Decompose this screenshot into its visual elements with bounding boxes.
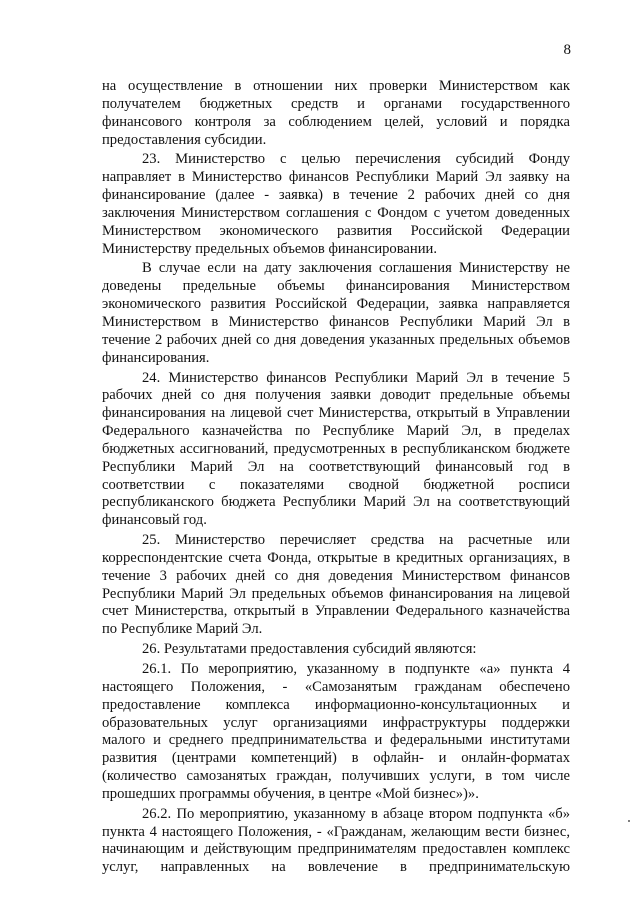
paragraph-26-1: 26.1. По мероприятию, указанному в подпункте «а» пункта 4 настоящего Положения, - «Самозанятым гражданам обеспечено предоставление комплекса информационно-консультационных и образовательных услуг организациями инфраструктуры поддержки малого и среднего предпринимательства и федеральными институтами развития (центрами компетенций) в офлайн- и онлайн-форматах (количество самозанятых граждан, получивших услуги, в том числе прошедших программы обучения, в центре «Мой бизнес»)». (102, 661, 570, 802)
paragraph-23-second: В случае если на дату заключения соглашения Министерству не доведены предельные объемы финансирования Министерством экономического развития Российской Федерации, заявка направляется Министерством в Министерство финансов Республики Марий Эл в течение 2 рабочих дней со дня доведения указанных предельных объемов финансирования. (102, 260, 570, 366)
paragraph-26: 26. Результатами предоставления субсидий являются: (142, 641, 477, 658)
scan-speck (628, 820, 630, 822)
paragraph-23: 23. Министерство с целью перечисления субсидий Фонду направляет в Министерство финансов Республики Марий Эл заявку на финансирование (далее - заявка) в течение 2 рабочих дней со дня заключения Министерством соглашения с Фондом с учетом доведенных Министерством экономического развития Российской Федерации Министерству предельных объемов финансировании. (102, 151, 570, 257)
paragraph-25: 25. Министерство перечисляет средства на расчетные или корреспондентские счета Фонда, открытые в кредитных организациях, в течение 3 рабочих дней со дня доведения Министерством финансов Республики Марий Эл предельных объемов финансирования на лицевой счет Министерства, открытый в Управлении Федерального казначейства по Республике Марий Эл. (102, 532, 570, 638)
paragraph-continuation: на осуществление в отношении них проверки Министерством как получателем бюджетных средств и органами государственного финансового контроля за соблюдением целей, условий и порядка предоставления субсидии. (102, 78, 570, 148)
paragraph-26-2: 26.2. По мероприятию, указанному в абзаце втором подпункта «б» пункта 4 настоящего Положения, - «Гражданам, желающим вести бизнес, начинающим и действующим предпринимателям предоставлен комплекс услуг, направленных на вовлечение в предпринимательскую (102, 805, 570, 876)
page-number: 8 (563, 42, 571, 58)
paragraph-24: 24. Министерство финансов Республики Марий Эл в течение 5 рабочих дней со дня получения заявки доводит предельные объемы финансирования на лицевой счет Министерства, открытый в Управлении Федерального казначейства по Республике Марий Эл, в пределах бюджетных ассигнований, предусмотренных в республиканском бюджете Республики Марий Эл на соответствующий финансовый год в соответствии с показателями сводной бюджетной росписи республиканского бюджета Республики Марий Эл на соответствующий финансовый год. (102, 369, 570, 529)
document-body (102, 78, 570, 877)
